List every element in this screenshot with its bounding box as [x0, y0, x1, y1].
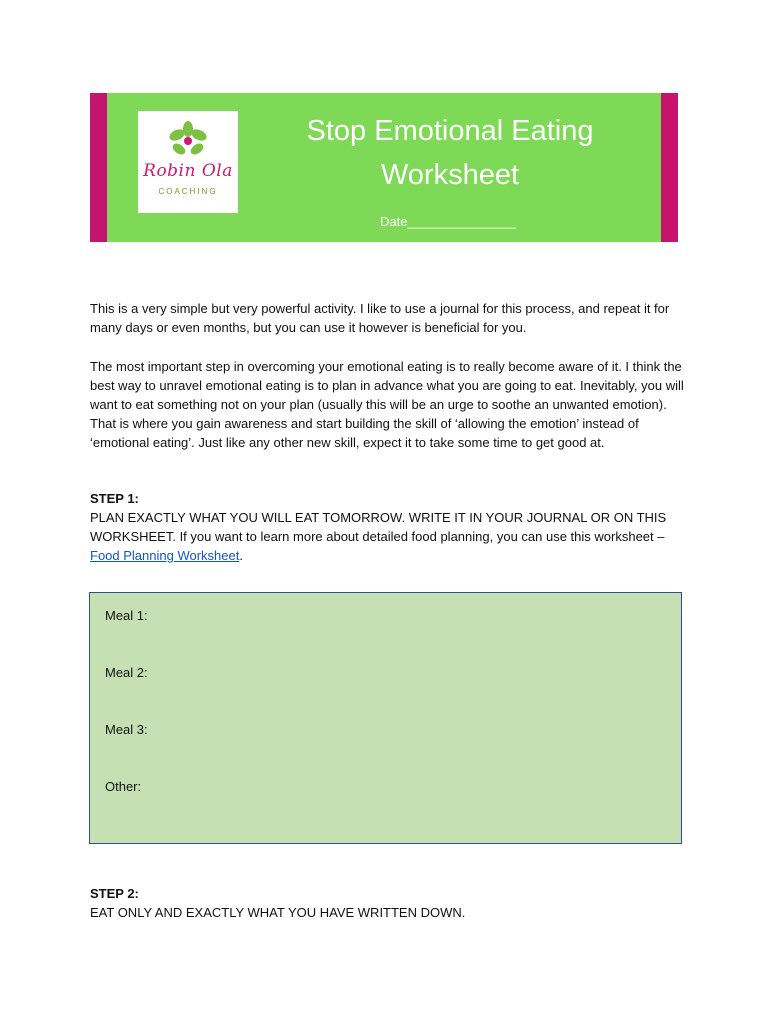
- date-field: Date_______________: [380, 214, 516, 229]
- intro-paragraph-2: The most important step in overcoming your emotional eating is to really become aware of it. I think the best way to unravel emotional eating is to plan in advance what you are going to eat. Inevitably, you will want to eat something not on your plan (usually this will be an urge to soothe an unwanted emotion). That is where you gain awareness and start building the skill of ‘allowing the emotion’ instead of ‘emotional eating’. Just like any other new skill, expect it to take some time to get good at.: [90, 359, 684, 450]
- title-line-2: Worksheet: [380, 159, 520, 191]
- step-2-label: STEP 2:: [90, 886, 139, 901]
- step-1-period: .: [239, 548, 243, 563]
- header-banner: [90, 93, 678, 242]
- other-label: Other:: [105, 779, 142, 794]
- meal-1-label: Meal 1:: [105, 608, 148, 623]
- step-1-text: [90, 508, 690, 565]
- logo-subtitle: COACHING: [158, 187, 218, 196]
- intro-paragraph-1: This is a very simple but very powerful activity. I like to use a journal for this process, and repeat it for many days or even months, but you can use it however is beneficial for you.: [90, 301, 670, 335]
- title-line-1: Stop Emotional Eating: [306, 115, 594, 147]
- banner-right-bar: [661, 93, 678, 242]
- meal-2-label: Meal 2:: [105, 665, 148, 680]
- meal-plan-box: [89, 592, 682, 844]
- logo-name: Robin Ola: [143, 161, 233, 181]
- banner-left-bar: [90, 93, 107, 242]
- logo: [138, 111, 238, 213]
- food-planning-worksheet-link[interactable]: Food Planning Worksheet: [90, 548, 240, 563]
- page-title: [260, 109, 640, 197]
- leaf-flower-icon: [168, 121, 208, 161]
- step-1-section: [90, 489, 690, 565]
- step-2-section: [90, 884, 690, 922]
- meal-3-label: Meal 3:: [105, 722, 148, 737]
- step-1-instructions: PLAN EXACTLY WHAT YOU WILL EAT TOMORROW. WRITE IT IN YOUR JOURNAL OR ON THIS WORKSHEET. If you want to learn more about detailed food planning, you can use this worksheet –: [90, 510, 667, 544]
- step-2-text: EAT ONLY AND EXACTLY WHAT YOU HAVE WRITTEN DOWN.: [90, 905, 466, 920]
- step-1-label: STEP 1:: [90, 491, 139, 506]
